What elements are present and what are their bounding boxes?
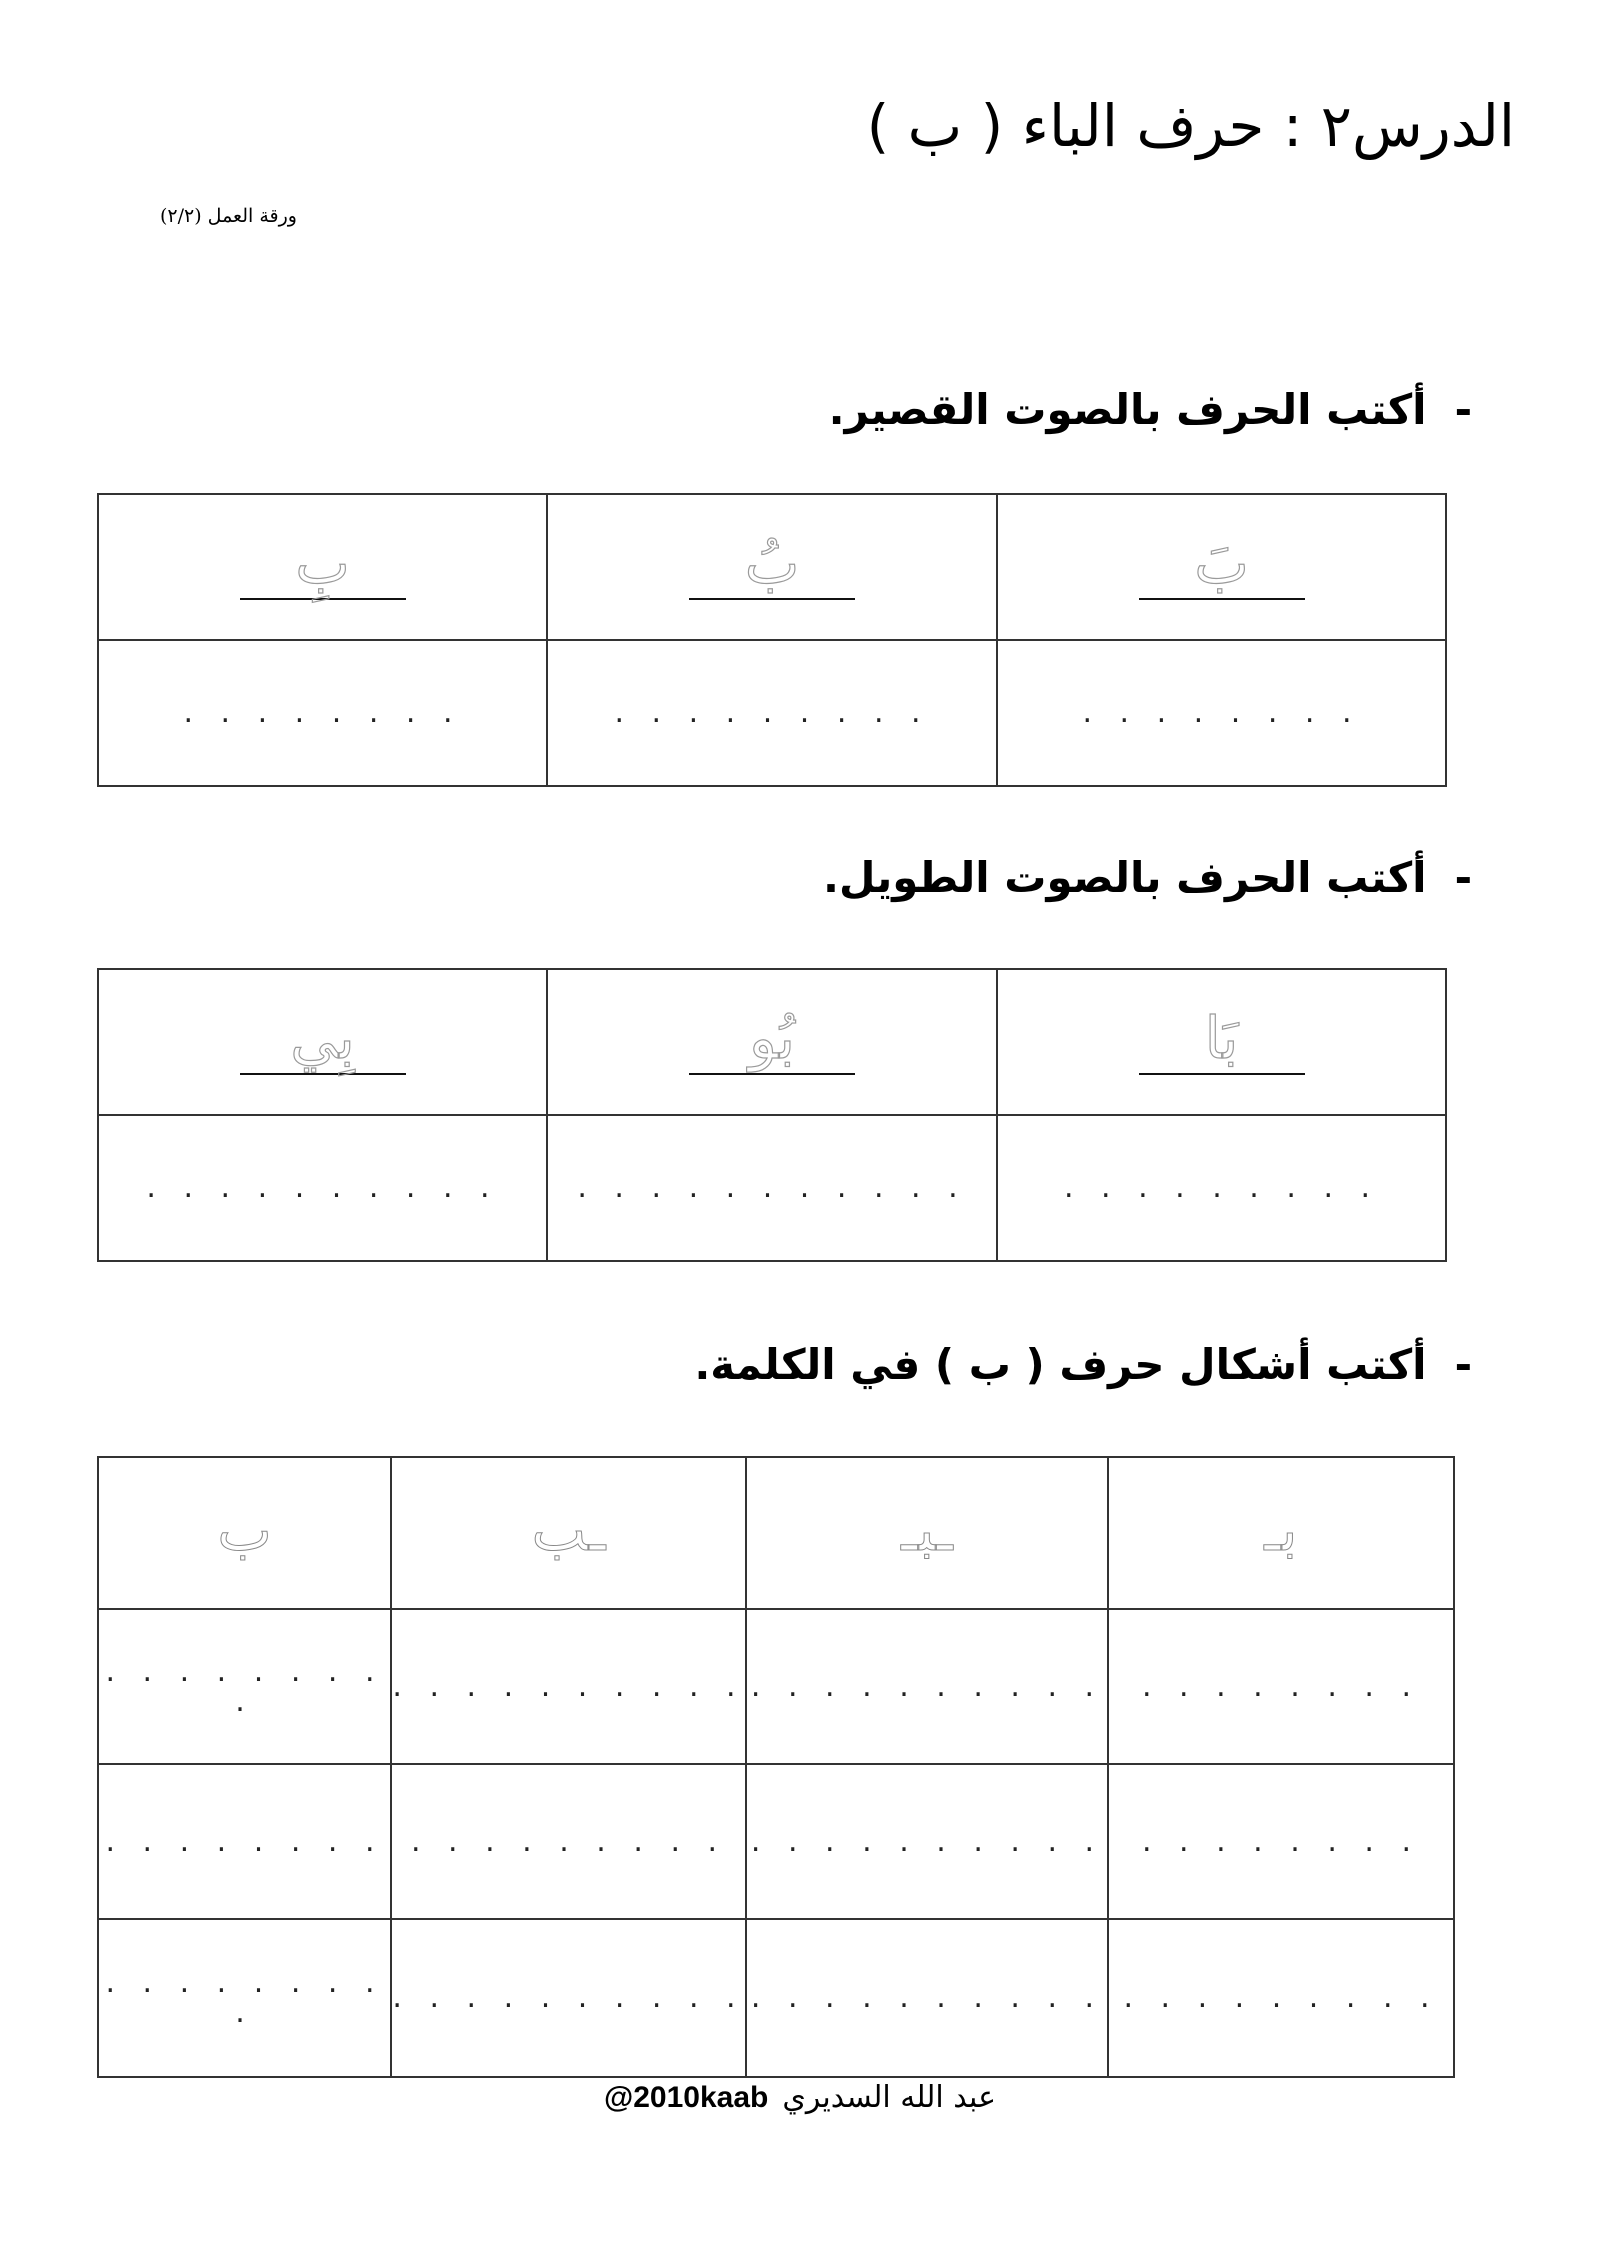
writing-cell[interactable] [98,1919,391,2077]
writing-row [98,1919,1454,2077]
trace-cell [98,494,547,640]
dotted-line: . . . . . . . . . . [750,1980,1104,2015]
dotted-line: . . . . . . . . . [410,1823,727,1859]
trace-letter[interactable]: بَ [1139,534,1305,600]
writing-cell[interactable] [547,1115,997,1261]
instruction-letter-forms [694,1340,1472,1389]
writing-cell[interactable] [997,1115,1446,1261]
trace-cell [997,969,1446,1115]
writing-cell[interactable] [547,640,997,786]
writing-cell[interactable] [98,640,547,786]
writing-cell[interactable] [746,1609,1108,1764]
writing-cell[interactable] [391,1609,746,1764]
instruction-text: أكتب الحرف بالصوت القصير. [828,385,1427,434]
instruction-text: أكتب الحرف بالصوت الطويل. [823,853,1427,902]
dotted-line: . . . . . . . . . [105,1653,384,1719]
writing-cell[interactable] [98,1609,391,1764]
worksheet-subtitle: ورقة العمل (٢/٢) [160,205,297,227]
trace-letter[interactable]: ـبـ [901,1496,953,1564]
dotted-line: . . . . . . . . . . . [577,1170,967,1205]
writing-cell[interactable] [1108,1764,1454,1919]
trace-letter[interactable]: بُو [689,1009,855,1075]
trace-letter[interactable]: بَا [1139,1009,1305,1075]
writing-cell[interactable] [997,640,1446,786]
instruction-short-vowel [829,385,1472,434]
dotted-line: . . . . . . . . . [105,1965,384,2030]
writing-row [98,640,1446,786]
writing-cell[interactable] [1108,1919,1454,2077]
trace-letter[interactable]: ـب [531,1496,606,1564]
writing-cell[interactable] [746,1919,1108,2077]
letter-forms-table [97,1456,1455,2078]
short-vowel-table [97,493,1447,787]
trace-cell [746,1457,1108,1609]
author-name: عبد الله السديري [782,2080,996,2115]
trace-letter[interactable]: بـ [1264,1496,1298,1564]
bullet-dash: - [1454,1340,1472,1389]
dotted-line: . . . . . . . . . . [750,1668,1104,1704]
trace-letter[interactable]: بِ [240,534,406,600]
writing-cell[interactable] [98,1764,391,1919]
dotted-line: . . . . . . . . [105,1823,384,1859]
trace-letter[interactable]: بُ [689,534,855,600]
dotted-line: . . . . . . . . . [1123,1980,1439,2015]
writing-cell[interactable] [391,1764,746,1919]
dotted-line: . . . . . . . . [1141,1823,1421,1859]
trace-cell [1108,1457,1454,1609]
footer-credit [0,2080,1600,2115]
writing-cell[interactable] [391,1919,746,2077]
dotted-line: . . . . . . . . . [1063,1170,1380,1205]
dotted-line: . . . . . . . . [1082,695,1361,730]
trace-cell [547,969,997,1115]
dotted-line: . . . . . . . . . . [750,1823,1104,1859]
trace-letter[interactable]: ب [217,1496,272,1564]
dotted-line: . . . . . . . . . . [392,1980,745,2015]
instruction-text: أكتب أشكال حرف ( ب ) في الكلمة. [694,1340,1427,1389]
bullet-dash: - [1454,385,1472,434]
writing-row [98,1609,1454,1764]
dotted-line: . . . . . . . . . . [146,1170,499,1205]
writing-cell[interactable] [1108,1609,1454,1764]
author-handle: @2010kaab [603,2081,769,2114]
writing-row [98,1764,1454,1919]
trace-row [98,969,1446,1115]
trace-cell [391,1457,746,1609]
writing-cell[interactable] [746,1764,1108,1919]
bullet-dash: - [1454,853,1472,902]
trace-cell [98,969,547,1115]
page-title: الدرس٢ : حرف الباء ( ب ) [866,92,1515,160]
dotted-line: . . . . . . . . [1141,1668,1421,1704]
instruction-long-vowel [823,853,1472,902]
trace-row [98,1457,1454,1609]
writing-cell[interactable] [98,1115,547,1261]
trace-row [98,494,1446,640]
trace-cell [98,1457,391,1609]
trace-letter[interactable]: بِي [240,1009,406,1075]
trace-cell [547,494,997,640]
writing-row [98,1115,1446,1261]
long-vowel-table [97,968,1447,1262]
dotted-line: . . . . . . . . . [614,695,930,730]
dotted-line: . . . . . . . . . . [392,1668,745,1704]
dotted-line: . . . . . . . . [183,695,462,730]
trace-cell [997,494,1446,640]
